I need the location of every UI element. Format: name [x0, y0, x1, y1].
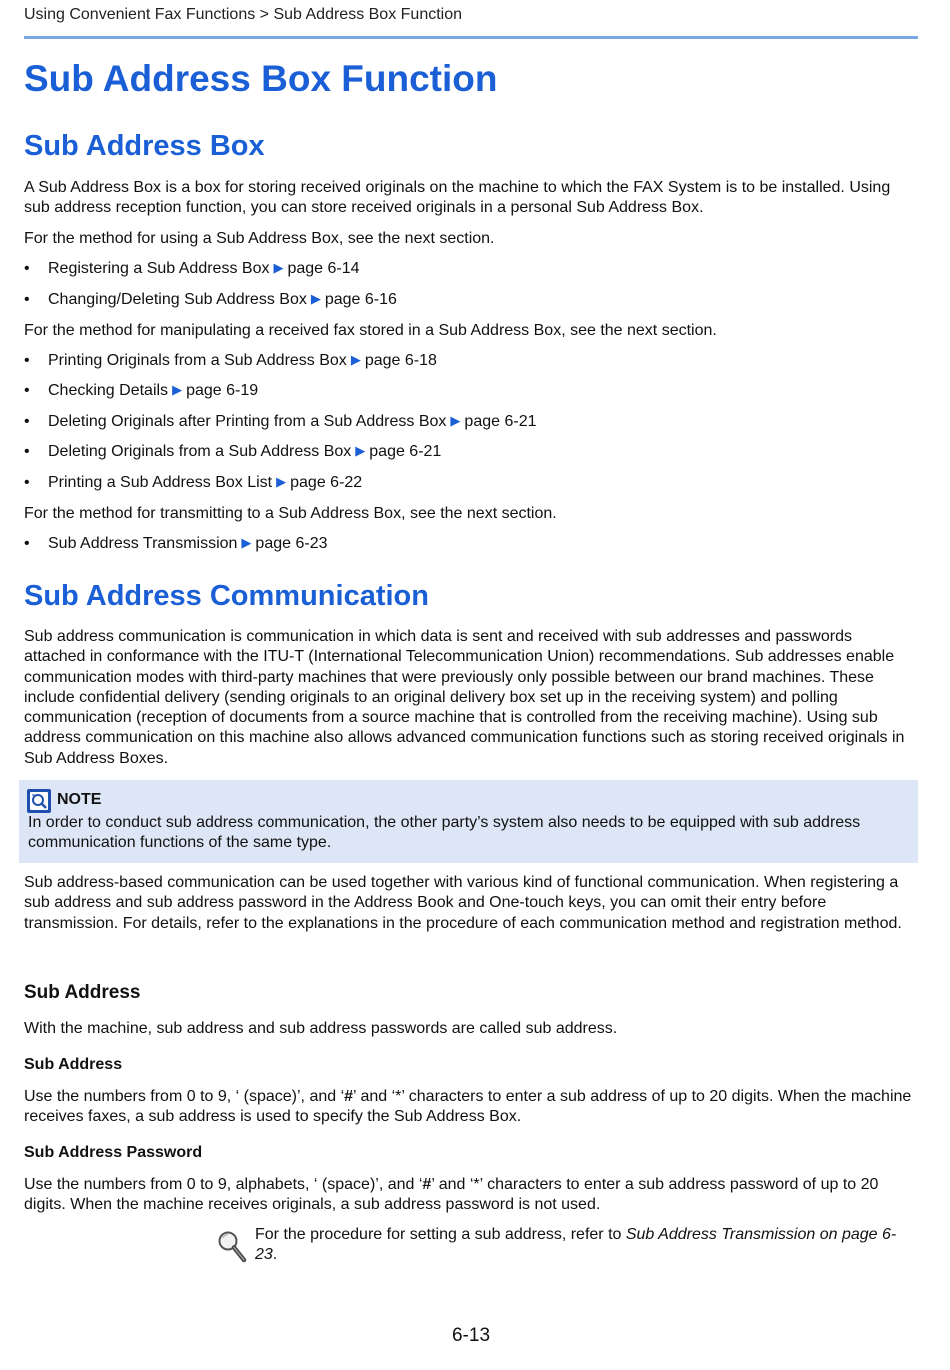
link-label[interactable]: Printing Originals from a Sub Address Box	[48, 352, 347, 369]
section1-intro: A Sub Address Box is a box for storing received originals on the machine to which the FAX System is to be installed. Using sub address reception function, you can store received originals in a personal Sub Address Box.	[24, 179, 891, 217]
magnifier-icon	[216, 1229, 248, 1265]
subheading-sub-address: Sub Address	[24, 982, 141, 1003]
method-manipulating-text: For the method for manipulating a received fax stored in a Sub Address Box, see the next section.	[24, 322, 717, 339]
section2-after-note: Sub address-based communication can be used together with various kind of functional communication. When registering a sub address and sub address password in the Address Book and One-touch keys, you can omit their entry before transmission. For details, refer to the explanations in the procedure of each communication method and registration method.	[24, 874, 902, 932]
link-label[interactable]: Sub Address Transmission	[48, 535, 238, 552]
link-label[interactable]: Deleting Originals after Printing from a Sub Address Box	[48, 413, 447, 430]
method-transmitting-text: For the method for transmitting to a Sub Address Box, see the next section.	[24, 505, 557, 522]
triangle-right-icon: ▶	[241, 535, 252, 550]
breadcrumb: Using Convenient Fax Functions > Sub Address Box Function	[24, 6, 463, 23]
page-title: Sub Address Box Function	[24, 58, 498, 99]
reference-text: For the procedure for setting a sub address, refer to Sub Address Transmission on page 6-23.	[255, 1226, 897, 1264]
reference-link[interactable]: Sub Address Transmission on page 6-23	[255, 1226, 897, 1264]
section-heading-sub-address-communication: Sub Address Communication	[24, 580, 429, 612]
triangle-right-icon: ▶	[273, 260, 284, 275]
page-ref[interactable]: page 6-23	[255, 535, 328, 552]
triangle-right-icon: ▶	[355, 443, 366, 458]
method-using-text: For the method for using a Sub Address Box, see the next section.	[24, 230, 495, 247]
link-label[interactable]: Changing/Deleting Sub Address Box	[48, 291, 307, 308]
sub-address-intro: With the machine, sub address and sub address passwords are called sub address.	[24, 1020, 618, 1037]
page-number: 6-13	[451, 1325, 491, 1346]
link-label[interactable]: Printing a Sub Address Box List	[48, 474, 273, 491]
link-label[interactable]: Registering a Sub Address Box	[48, 260, 270, 277]
section-heading-sub-address-box: Sub Address Box	[24, 130, 265, 162]
triangle-right-icon: ▶	[172, 382, 183, 397]
sub-address-password-text: Use the numbers from 0 to 9, alphabets, ‘ (space)’, and ‘#’ and ‘*’ characters to enter a sub address password of up to 20 digits. When the machine receives originals, a sub address password is not used.	[24, 1176, 879, 1214]
page-ref[interactable]: page 6-18	[364, 352, 437, 369]
page-ref[interactable]: page 6-14	[287, 260, 360, 277]
triangle-right-icon: ▶	[310, 291, 321, 306]
page-ref[interactable]: page 6-21	[369, 443, 442, 460]
note-icon	[27, 789, 51, 813]
section2-intro: Sub address communication is communication in which data is sent and received with sub addresses and passwords attached in conformance with the ITU-T (International Telecommunication Union) recommendations. Sub addresses enable communication modes with third-party machines that were previously only possible between our brand machines. These include confidential delivery (sending originals to an original delivery box set up in the receiving system) and polling communication (reception of documents from a source machine that is controlled from the receiving machine). Using sub address communication on this machine also allows advanced communication functions such as storing received originals in Sub Address Boxes.	[24, 628, 905, 767]
sub-heading-sub-address: Sub Address	[24, 1056, 123, 1073]
link-label[interactable]: Deleting Originals from a Sub Address Box	[48, 443, 352, 460]
page-ref[interactable]: page 6-22	[290, 474, 363, 491]
triangle-right-icon: ▶	[276, 474, 287, 489]
note-title: NOTE	[57, 791, 102, 808]
page-ref[interactable]: page 6-19	[186, 382, 259, 399]
sub-heading-sub-address-password: Sub Address Password	[24, 1144, 203, 1161]
link-label[interactable]: Checking Details	[48, 382, 169, 399]
sub-address-text: Use the numbers from 0 to 9, ‘ (space)’, and ‘#’ and ‘*’ characters to enter a sub address of up to 20 digits. When the machine receives faxes, a sub address is used to specify the Sub Address Box.	[24, 1088, 912, 1126]
note-box	[19, 780, 918, 863]
triangle-right-icon: ▶	[450, 413, 461, 428]
header-rule	[24, 36, 918, 39]
page-ref[interactable]: page 6-16	[324, 291, 397, 308]
triangle-right-icon: ▶	[350, 352, 361, 367]
note-text: In order to conduct sub address communication, the other party’s system also needs to be equipped with sub address communication functions of the same type.	[28, 814, 861, 852]
page-ref[interactable]: page 6-21	[464, 413, 537, 430]
